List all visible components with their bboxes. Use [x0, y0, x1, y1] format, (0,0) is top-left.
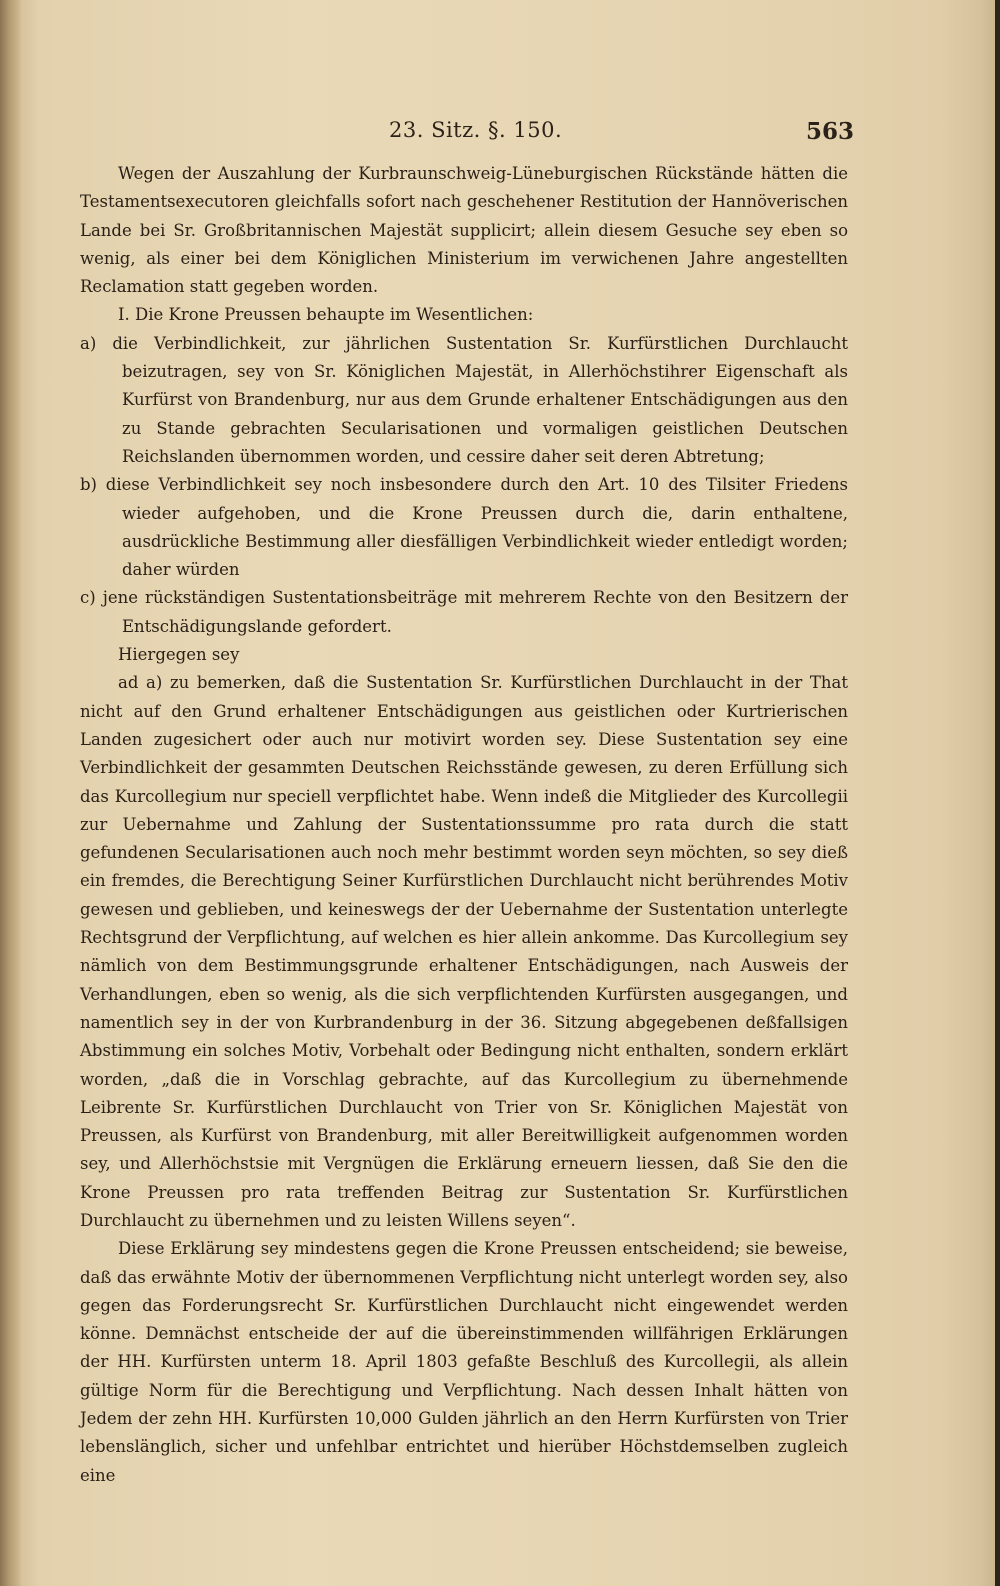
page-spine-shadow [0, 0, 22, 1586]
list-item-b: b) diese Verbindlichkeit sey noch insbesondere durch den Art. 10 des Tilsiter Friedens wieder aufgehoben, und die Krone Preussen durch die, darin enthaltene, ausdrückliche Bestimmung aller diesfälligen Verbindlichkeit wieder entledigt worden; daher würden [80, 475, 848, 580]
running-head: 23. Sitz. §. 150. [389, 118, 563, 142]
paragraph-ad-a: ad a) zu bemerken, daß die Sustentation Sr. Kurfürstlichen Durchlaucht in der That nicht auf den Grund erhaltener Entschädigungen aus geistlichen oder Kurtrierischen Landen zugesichert oder auch nur motivirt worden sey. Diese Sustentation sey eine Verbindlichkeit der gesammten Deutschen Reichsstände gewesen, zu deren Erfüllung sich das Kurcollegium nur speciell verpflichtet habe. Wenn indeß die Mitglieder des Kurcollegii zur Uebernahme und Zahlung der Sustentationssumme pro rata durch die statt gefundenen Secularisationen auch noch mehr bestimmt worden seyn möchten, so sey dieß ein fremdes, die Berechtigung Seiner Kurfürstlichen Durchlaucht nicht berührendes Motiv gewesen und geblieben, und keineswegs der der Uebernahme der Sustentation unterlegte Rechtsgrund der Verpflichtung, auf welchen es hier allein ankomme. Das Kurcollegium sey nämlich von dem Bestimmungsgrunde erhaltener Entschädigungen, nach Ausweis der Verhandlungen, eben so wenig, als die sich verpflichtenden Kurfürsten ausgegangen, und namentlich sey in der von Kurbrandenburg in der 36. Sitzung abgegebenen deßfallsigen Abstimmung ein solches Motiv, Vorbehalt oder Bedingung nicht enthalten, sondern erklärt worden, „daß die in Vorschlag gebrachte, auf das Kurcollegium zu übernehmende Leibrente Sr. Kurfürstlichen Durchlaucht von Trier von Sr. Königlichen Majestät von Preussen, als Kurfürst von Brandenburg, mit aller Bereitwilligkeit aufgenommen worden sey, und Allerhöchstsie mit Vergnügen die Erklärung erneuern liessen, daß Sie den die Krone Preussen pro rata treffenden Beitrag zur Sustentation Sr. Kurfürstlichen Durchlaucht zu übernehmen und zu leisten Willens seyen“. [80, 673, 848, 1230]
paragraph-hiergegen: Hiergegen sey [118, 645, 240, 665]
paragraph-erklaerung: Diese Erklärung sey mindestens gegen die Krone Preussen entscheidend; sie beweise, daß das erwähnte Motiv der übernommenen Verpflichtung nicht unterlegt worden sey, also gegen das Forderungsrecht Sr. Kurfürstlichen Durchlaucht nicht eingewendet werden könne. Demnächst entscheide der auf die übereinstimmenden willfährigen Erklärungen der HH. Kurfürsten unterm 18. April 1803 gefaßte Beschluß des Kurcollegii, als allein gültige Norm für die Berechtigung und Verpflichtung. Nach dessen Inhalt hätten von Jedem der zehn HH. Kurfürsten 10,000 Gulden jährlich an den Herrn Kurfürsten von Trier lebenslänglich, sicher und unfehlbar entrichtet und hierüber Höchstdemselben zugleich eine [80, 1239, 848, 1485]
body-text [80, 160, 848, 1490]
paragraph-rueckstaende: Wegen der Auszahlung der Kurbraunschweig-Lüneburgischen Rückstände hätten die Testamentsexecutoren gleichfalls sofort nach geschehener Restitution der Hannöverischen Lande bei Sr. Großbritannischen Majestät supplicirt; allein diesem Gesuche sey eben so wenig, als einer bei dem Königlichen Ministerium im verwichenen Jahre angestellten Reclamation statt gegeben worden. [80, 164, 848, 297]
page-header [0, 118, 995, 148]
page-number: 563 [806, 118, 855, 145]
list-item-c: c) jene rückständigen Sustentationsbeiträge mit mehrerem Rechte von den Besitzern der Entschädigungslande gefordert. [80, 588, 848, 636]
list-item-a: a) die Verbindlichkeit, zur jährlichen Sustentation Sr. Kurfürstlichen Durchlaucht beizutragen, sey von Sr. Königlichen Majestät, in Allerhöchstihrer Eigenschaft als Kurfürst von Brandenburg, nur aus dem Grunde erhaltener Entschädigungen aus den zu Stande gebrachten Secularisationen und vormaligen geistlichen Deutschen Reichslanden übernommen worden, und cessire daher seit deren Abtretung; [80, 333, 848, 466]
paragraph-krone-preussen: I. Die Krone Preussen behaupte im Wesentlichen: [118, 305, 534, 325]
